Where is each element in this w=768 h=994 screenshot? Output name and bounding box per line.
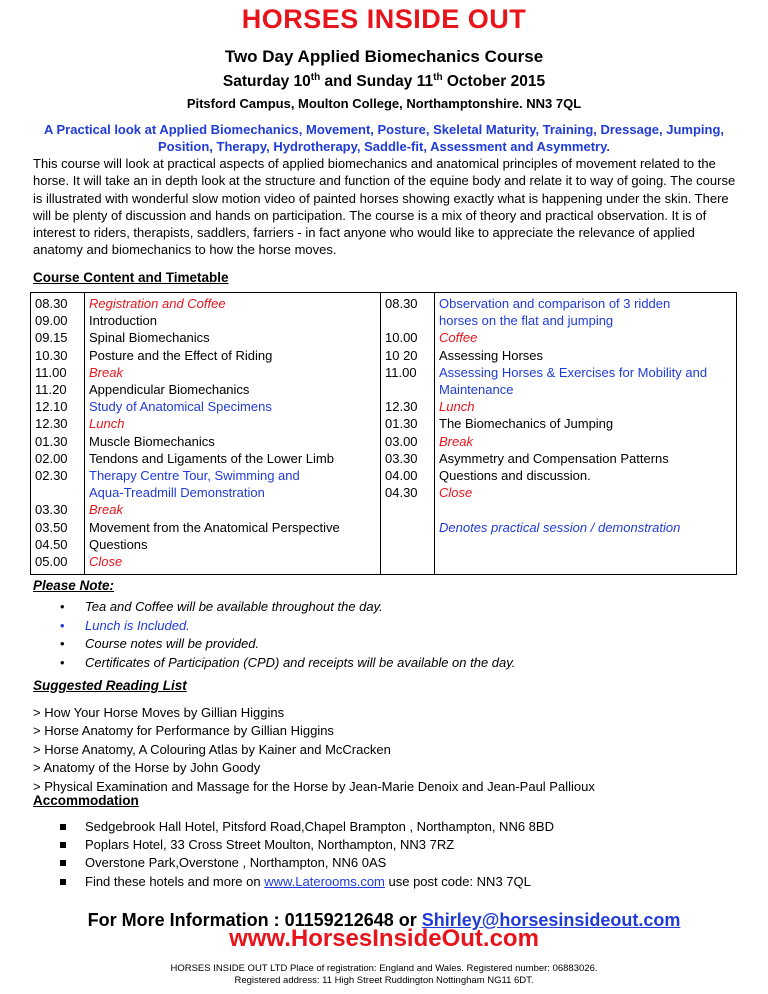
timetable-time: 03.30 <box>385 450 418 466</box>
timetable-time: 12.30 <box>385 399 418 415</box>
timetable-time: 02.30 <box>35 468 68 484</box>
timetable-time: 08.30 <box>385 296 418 311</box>
list-item: Overstone Park,Overstone , Northampton, NN6 0AS <box>60 854 554 872</box>
timetable-activity: Introduction <box>89 313 157 329</box>
email-link[interactable]: Shirley@horsesinsideout.com <box>421 910 681 930</box>
timetable-activity: Coffee <box>439 330 478 346</box>
timetable-time: 11.00 <box>35 364 67 380</box>
timetable-time <box>385 312 430 329</box>
timetable-time: 10 20 <box>385 347 418 363</box>
footer-line: HORSES INSIDE OUT LTD Place of registration: England and Wales. Registered number: 06883026. <box>170 963 598 974</box>
timetable-activity: Appendicular Biomechanics <box>89 382 250 398</box>
topics-summary: A Practical look at Applied Biomechanics, Movement, Posture, Skeletal Maturity, Training, Dressage, Jumping, Position, Therapy, Hydrotherapy, Saddle-fit, Assessment and Asymmetry. <box>43 122 725 154</box>
timetable-activity: Break <box>89 502 123 518</box>
timetable-activity: Movement from the Anatomical Perspective <box>89 519 340 535</box>
list-item: > Horse Anatomy for Performance by Gillian Higgins <box>33 723 334 739</box>
timetable-time <box>385 519 430 536</box>
timetable-time: 09.15 <box>35 330 68 346</box>
timetable-time: 11.00 <box>385 364 417 380</box>
timetable-time: 04.50 <box>35 536 68 552</box>
timetable-time: 11.20 <box>35 382 67 398</box>
timetable-time: 02.00 <box>35 450 68 466</box>
reading-heading: Suggested Reading List <box>33 678 187 693</box>
list-item: > Horse Anatomy, A Colouring Atlas by Kainer and McCracken <box>33 741 391 757</box>
day1-activities <box>85 293 381 575</box>
list-item: Poplars Hotel, 33 Cross Street Moulton, Northampton, NN3 7RZ <box>60 836 554 854</box>
course-dates: Saturday 10th and Sunday 11th October 2015 <box>222 72 546 91</box>
timetable-time <box>385 381 430 398</box>
list-item: • Certificates of Participation (CPD) and receipts will be available on the day. <box>60 654 515 673</box>
timetable-activity: Therapy Centre Tour, Swimming and <box>89 468 300 484</box>
timetable-time: 05.00 <box>35 554 68 570</box>
website-link[interactable]: www.HorsesInsideOut.com <box>229 925 539 952</box>
day1-times <box>31 293 85 575</box>
notes-list <box>60 598 515 672</box>
timetable-time: 01.30 <box>35 433 68 449</box>
timetable-time: 03.50 <box>35 519 68 535</box>
timetable-time: 10.30 <box>35 347 68 363</box>
timetable-activity: Posture and the Effect of Riding <box>89 347 273 363</box>
course-name: Two Day Applied Biomechanics Course <box>224 47 544 66</box>
square-bullet-icon <box>60 860 66 866</box>
timetable-time: 03.30 <box>35 502 68 518</box>
contact-info: For More Information : 01159212648 or Shirley@horsesinsideout.com <box>87 910 681 930</box>
timetable-time: 01.30 <box>385 416 418 432</box>
timetable-activity: Assessing Horses & Exercises for Mobility and <box>439 364 708 380</box>
timetable <box>30 292 737 575</box>
square-bullet-icon <box>60 842 66 848</box>
timetable-activity: Close <box>439 485 473 501</box>
timetable-activity: Questions and discussion. <box>439 468 591 484</box>
list-item: > How Your Horse Moves by Gillian Higgins <box>33 705 285 720</box>
list-item: Find these hotels and more on www.Laterooms.com use post code: NN3 7QL <box>60 873 554 891</box>
timetable-time: 03.00 <box>385 433 418 449</box>
timetable-activity: horses on the flat and jumping <box>439 313 614 329</box>
timetable-time <box>385 501 430 518</box>
notes-heading: Please Note: <box>33 578 115 593</box>
timetable-activity: The Biomechanics of Jumping <box>439 416 614 432</box>
timetable-activity: Tendons and Ligaments of the Lower Limb <box>89 450 334 466</box>
timetable-activity: Observation and comparison of 3 ridden <box>439 296 671 311</box>
timetable-activity <box>439 501 732 518</box>
square-bullet-icon <box>60 879 66 885</box>
timetable-activity: Maintenance <box>439 382 514 398</box>
timetable-activity: Questions <box>89 536 148 552</box>
timetable-time: 04.30 <box>385 485 418 501</box>
timetable-time: 09.00 <box>35 313 68 329</box>
timetable-time: 04.00 <box>385 468 418 484</box>
square-bullet-icon <box>60 824 66 830</box>
timetable-activity: Denotes practical session / demonstration <box>439 519 681 535</box>
venue: Pitsford Campus, Moulton College, Northamptonshire. NN3 7QL <box>186 96 582 111</box>
timetable-heading: Course Content and Timetable <box>33 270 229 285</box>
laterooms-link[interactable]: www.Laterooms.com <box>264 873 385 889</box>
timetable-activity: Spinal Biomechanics <box>89 330 210 346</box>
timetable-activity: Asymmetry and Compensation Patterns <box>439 450 669 466</box>
footer-line: Registered address: 11 High Street Ruddington Nottingham NG11 6DT. <box>234 974 534 986</box>
timetable-activity: Break <box>439 433 473 449</box>
day2-times <box>381 293 435 575</box>
timetable-time: 12.10 <box>35 399 68 415</box>
timetable-time: 10.00 <box>385 330 418 346</box>
list-item: • Tea and Coffee will be available throughout the day. <box>60 598 515 617</box>
flyer-title: HORSES INSIDE OUT <box>241 4 527 34</box>
timetable-activity: Close <box>89 554 123 570</box>
timetable-time <box>35 484 80 501</box>
list-item: > Physical Examination and Massage for the Horse by Jean-Marie Denoix and Jean-Paul Pallioux <box>33 778 595 794</box>
timetable-activity: Lunch <box>439 399 475 415</box>
timetable-activity: Registration and Coffee <box>89 296 226 311</box>
timetable-activity: Muscle Biomechanics <box>89 433 215 449</box>
list-item: • Course notes will be provided. <box>60 635 515 654</box>
day2-activities <box>435 293 737 575</box>
footer <box>0 963 768 986</box>
intro-paragraph: This course will look at practical aspects of applied biomechanics and anatomical principles of movement related to the horse. It will take an in depth look at the structure and function of the equine body and relate it to way of going. The course is illustrated with wonderful slow motion video of painted horses showing exactly what is happening under the skin. There will be plenty of discussion and hands on participation. The course is a mix of theory and practical observation. It is of interest to riders, therapists, saddlers, farriers - in fact anyone who would like to appreciate the relevance of applied anatomy and biomechanics to how the horse moves. <box>33 156 736 258</box>
timetable-time: 08.30 <box>35 296 68 311</box>
accommodation-heading: Accommodation <box>33 793 139 808</box>
timetable-activity: Lunch <box>89 416 125 432</box>
timetable-activity: Break <box>89 364 123 380</box>
timetable-activity: Study of Anatomical Specimens <box>89 399 272 415</box>
list-item: Sedgebrook Hall Hotel, Pitsford Road,Chapel Brampton , Northampton, NN6 8BD <box>60 818 554 836</box>
reading-list <box>33 704 595 796</box>
list-item: > Anatomy of the Horse by John Goody <box>33 760 261 776</box>
timetable-activity: Assessing Horses <box>439 347 544 363</box>
timetable-activity: Aqua-Treadmill Demonstration <box>89 485 265 501</box>
list-item: • Lunch is Included. <box>60 617 515 636</box>
timetable-time: 12.30 <box>35 416 68 432</box>
accommodation-list <box>60 818 554 891</box>
